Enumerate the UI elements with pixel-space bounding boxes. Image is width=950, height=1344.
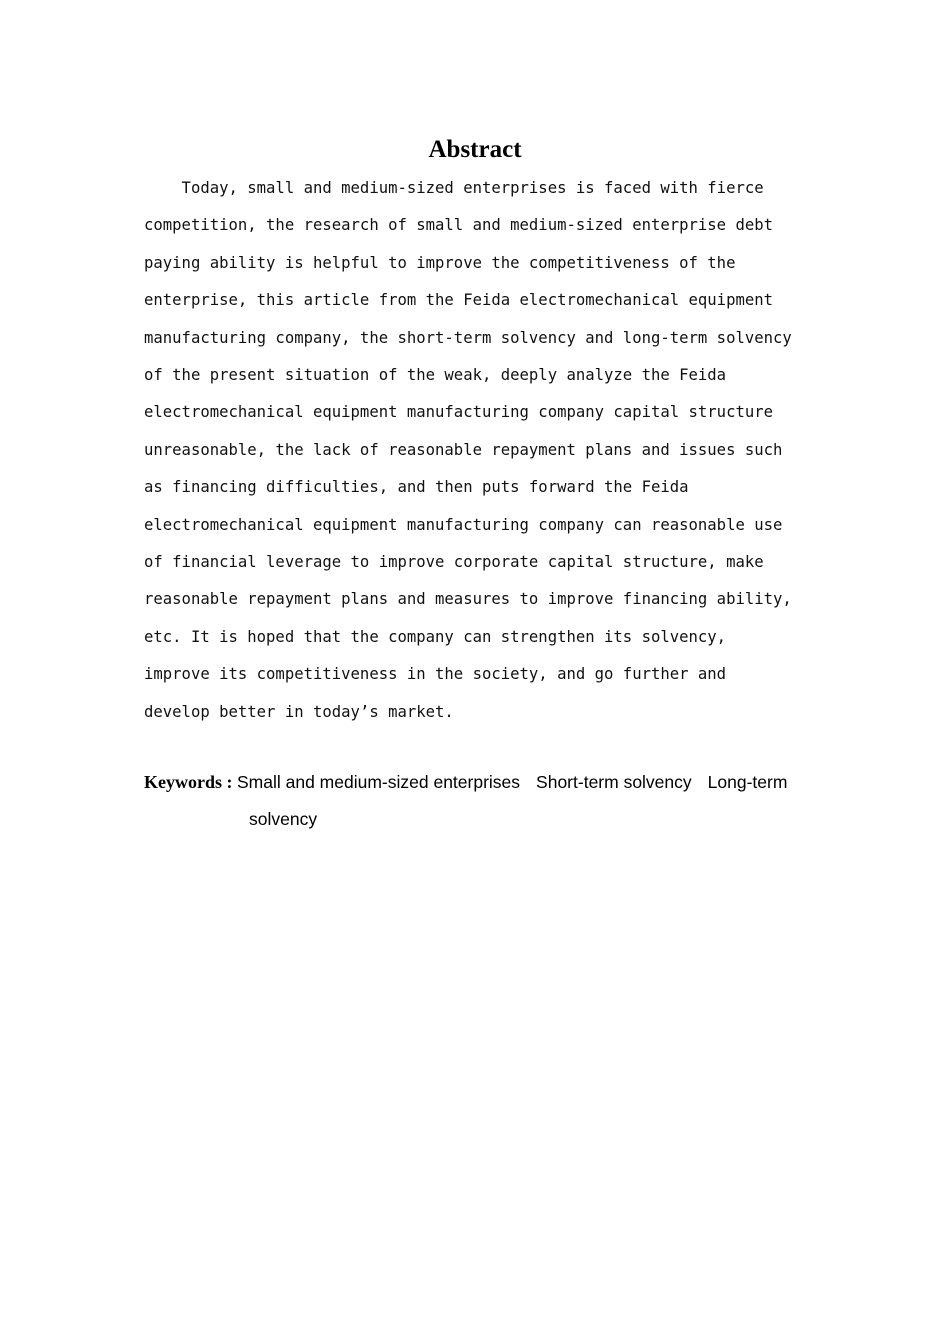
abstract-line: of financial leverage to improve corporate capital structure, make: [144, 553, 764, 572]
keyword-item: Short-term solvency: [536, 772, 692, 792]
keyword-item: Long-term: [707, 772, 788, 792]
keywords-section: [144, 764, 824, 838]
abstract-line: reasonable repayment plans and measures to improve financing ability,: [144, 590, 792, 609]
keyword-item: solvency: [249, 809, 318, 829]
abstract-body: [144, 170, 824, 731]
abstract-line: of the present situation of the weak, deeply analyze the Feida: [144, 366, 727, 385]
abstract-line: electromechanical equipment manufacturing company can reasonable use: [144, 515, 783, 534]
abstract-line: improve its competitiveness in the society, and go further and: [144, 665, 727, 684]
abstract-line: etc. It is hoped that the company can strengthen its solvency,: [144, 627, 727, 646]
keywords-label: Keywords :: [144, 772, 233, 792]
abstract-line: paying ability is helpful to improve the competitiveness of the: [144, 253, 736, 272]
abstract-line: enterprise, this article from the Feida electromechanical equipment: [144, 291, 774, 310]
abstract-line: competition, the research of small and medium-sized enterprise debt: [144, 216, 774, 235]
abstract-line: manufacturing company, the short-term solvency and long-term solvency: [144, 328, 792, 347]
keyword-item: Small and medium-sized enterprises: [237, 772, 521, 792]
abstract-line: unreasonable, the lack of reasonable repayment plans and issues such: [144, 440, 783, 459]
abstract-line: as financing difficulties, and then puts forward the Feida: [144, 478, 689, 497]
abstract-title: Abstract: [428, 136, 522, 163]
abstract-line: Today, small and medium-sized enterprises is faced with fierce: [144, 179, 764, 197]
abstract-line: electromechanical equipment manufacturing company capital structure: [144, 403, 774, 422]
abstract-line: develop better in today’s market.: [144, 702, 454, 721]
